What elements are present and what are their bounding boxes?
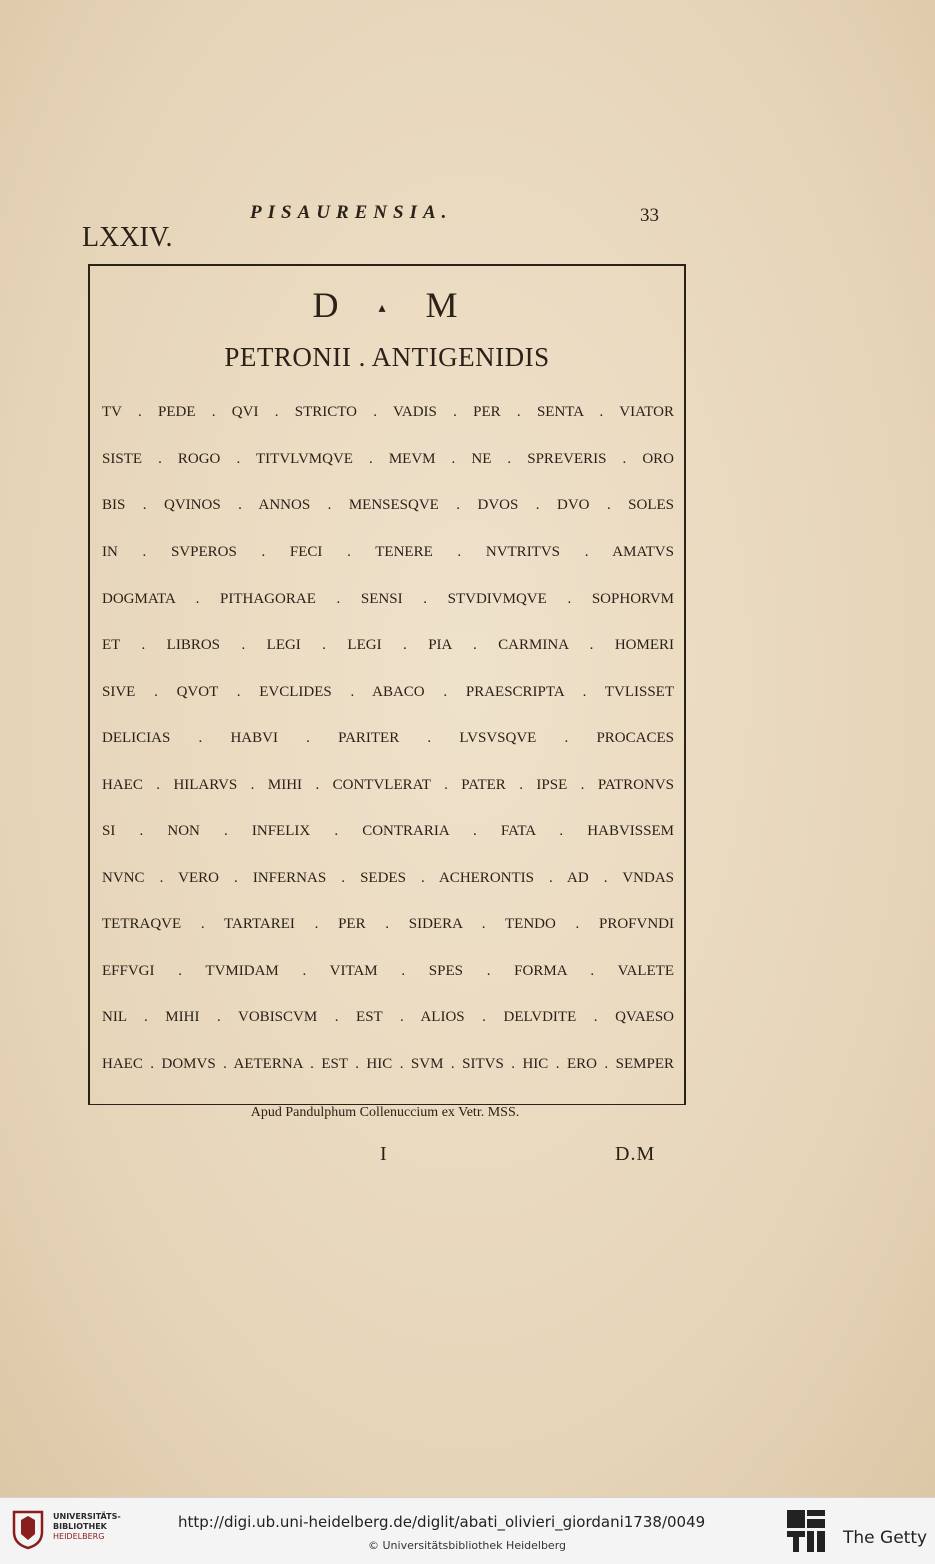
inscription-line — [102, 451, 674, 468]
inscription-heading — [90, 284, 684, 326]
next-inscription-number: I — [380, 1143, 387, 1165]
inscription-line — [102, 404, 674, 421]
inscription-line — [102, 1009, 674, 1026]
inscription-name: PETRONII . ANTIGENIDIS — [224, 342, 550, 372]
copyright-notice: © Universitätsbibliothek Heidelberg — [368, 1539, 567, 1552]
inscription-line — [102, 916, 674, 933]
university-seal-icon — [10, 1508, 46, 1550]
heading-d: D — [312, 285, 343, 325]
inscription-line — [102, 1056, 674, 1073]
getty-label: The Getty — [843, 1528, 928, 1548]
inscription-line-text: NVNC . VERO . INFERNAS . SEDES . ACHERONTIS . AD . VNDAS — [102, 870, 674, 886]
inscription-line-text: ET . LIBROS . LEGI . LEGI . PIA . CARMINA . HOMERI — [102, 637, 674, 653]
inscription-line-text: SIVE . QVOT . EVCLIDES . ABACO . PRAESCRIPTA . TVLISSET — [102, 684, 674, 700]
permalink-url[interactable]: http://digi.ub.uni-heidelberg.de/diglit/abati_olivieri_giordani1738/0049 — [178, 1513, 706, 1531]
catchword: D.M — [615, 1143, 656, 1165]
source-caption: Apud Pandulphum Collenuccium ex Vetr. MSS. — [250, 1105, 520, 1120]
inscription-line — [102, 823, 674, 840]
inscription-line — [102, 730, 674, 747]
inscription-line-text: TV . PEDE . QVI . STRICTO . VADIS . PER . SENTA . VIATOR — [102, 404, 674, 420]
inscription-tablet — [88, 264, 686, 1105]
inscription-line — [102, 497, 674, 514]
inscription-line — [102, 684, 674, 701]
inscription-line — [102, 544, 674, 561]
heading-separator-mark: ▴ — [378, 301, 390, 317]
inscription-line — [102, 777, 674, 794]
inscription-line-text: TETRAQVE . TARTAREI . PER . SIDERA . TENDO . PROFVNDI — [102, 916, 674, 932]
library-line-2: BIBLIOTHEK — [53, 1522, 107, 1531]
inscription-line-text: DOGMATA . PITHAGORAE . SENSI . STVDIVMQVE . SOPHORVM — [102, 591, 674, 607]
inscription-line-text: HAEC . DOMVS . AETERNA . EST . HIC . SVM . SITVS . HIC . ERO . SEMPER — [102, 1056, 674, 1072]
inscription-line-text: BIS . QVINOS . ANNOS . MENSESQVE . DVOS . DVO . SOLES — [102, 497, 674, 513]
viewer-footer — [0, 1497, 935, 1564]
heading-m: M — [425, 285, 462, 325]
inscription-line — [102, 591, 674, 608]
getty-logo-icon — [785, 1508, 827, 1554]
inscription-number: LXXIV. — [82, 222, 173, 253]
library-line-1: UNIVERSITÄTS- — [53, 1512, 121, 1521]
page-number: 33 — [640, 205, 659, 226]
inscription-line — [102, 637, 674, 654]
inscription-line-text: HAEC . HILARVS . MIHI . CONTVLERAT . PATER . IPSE . PATRONVS — [102, 777, 674, 793]
running-head: PISAURENSIA. — [250, 202, 453, 223]
library-line-3: HEIDELBERG — [53, 1532, 105, 1541]
inscription-line-text: DELICIAS . HABVI . PARITER . LVSVSQVE . PROCACES — [102, 730, 674, 746]
library-name — [53, 1512, 121, 1542]
inscription-line-text: SI . NON . INFELIX . CONTRARIA . FATA . HABVISSEM — [102, 823, 674, 839]
inscription-line-text: IN . SVPEROS . FECI . TENERE . NVTRITVS . AMATVS — [102, 544, 674, 560]
inscription-line-text: EFFVGI . TVMIDAM . VITAM . SPES . FORMA . VALETE — [102, 963, 674, 979]
inscription-line-text: SISTE . ROGO . TITVLVMQVE . MEVM . NE . SPREVERIS . ORO — [102, 451, 674, 467]
inscription-line — [102, 963, 674, 980]
inscription-line-text: NIL . MIHI . VOBISCVM . EST . ALIOS . DELVDITE . QVAESO — [102, 1009, 674, 1025]
inscription-line — [102, 870, 674, 887]
